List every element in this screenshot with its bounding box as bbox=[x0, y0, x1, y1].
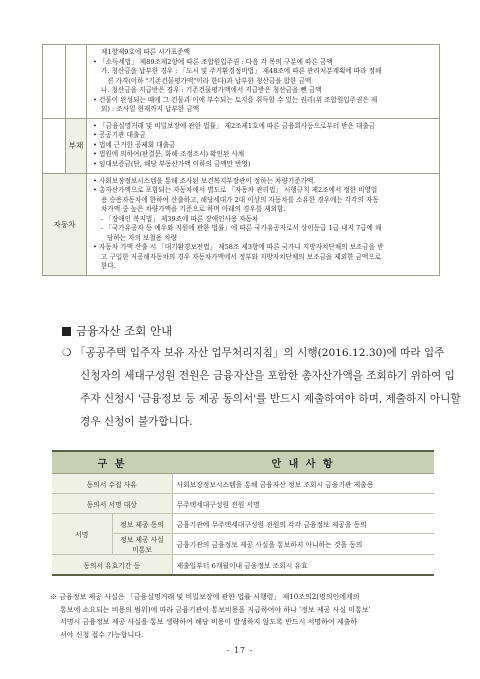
vehicle-label: 자동차 bbox=[43, 173, 87, 275]
page-number: - 17 - bbox=[226, 646, 254, 655]
square-bullet-icon bbox=[62, 327, 71, 336]
table-row: 동의서 서명 대상 무주택세대구성원 전원 서명 bbox=[52, 494, 434, 514]
vehicle-cell: • 사회보장정보시스템을 통해 조사된 보건복지부장관이 정하는 차량기준가액. • 총자산가액으로 포함되는 자동차에서 별도로 「자동차 관리법」 시행규칙 제2조에서 정한 비영업 용 승용자동차에 한하여 산출하고, 해당세대가 2대 이상의 자동차를 소유한 경우에는 각각의 자동 차가액 중 높은 차량가액을 기준으로 하며 아래의 경우를 제외함. - 「장애인 복지법」 제39조에 따른 장애인사용 자동차 - 「국가유공자 등 예우와 지원에 관한 법률」에 따른 국가유공자로서 상이등급 1급 내지 7급에 해 당하는 자의 보철용 차량 • 자동차 가액 산출 시 「대기환경보전법」 제58조 제3항에 따른 국가나 지방자치단체의 보조금을 받 고 구입한 저공해자동차의 경우 자동차가액에서 정부와 지방자치단체의 보조금을 제외한 금액으로 한다. bbox=[87, 173, 440, 275]
col-header-category: 구 분 bbox=[52, 451, 172, 474]
financial-asset-notice: ❍ 「공공주택 입주자 보유 자산 업무처리지침」의 시행(2016.12.30)에 따라 입주 신청자의 세대구성원 전원은 금융자산을 포함한 총자산가액을 조회하기 위하여 입 주자 신청시 '금융정보 등 제공 동의서'를 반드시 제출하여야 하며, 제출하지 아니할 경우 신청이 불가합니다. bbox=[62, 347, 461, 428]
table-row bbox=[43, 173, 440, 275]
circle-bullet-icon: ❍ bbox=[62, 347, 72, 359]
table-row: 동의서 수집 사유 사회보장정보시스템을 통해 금융자산 정보 조회시 금융기관 제출용 bbox=[52, 474, 434, 494]
table-row bbox=[43, 45, 440, 119]
table-row bbox=[43, 118, 440, 173]
table-row: 서명 정보 제공 동의 금융기관에 무주택세대구성원 전원의 각각 금융정보 제공을 동의 bbox=[52, 514, 434, 534]
signature-group-label: 서명 bbox=[52, 514, 112, 555]
table-row: 정보 제공 사실 미통보 금융기관의 금융정보 제공 사실을 통보하지 아니하는 것을 동의 bbox=[52, 534, 434, 555]
table-header-row bbox=[52, 451, 434, 474]
debt-label: 부채 bbox=[66, 118, 87, 173]
col-header-guide: 안 내 사 항 bbox=[172, 451, 434, 474]
consent-info-table bbox=[52, 450, 434, 576]
footnote: ※ 금융정보 제공 사실은 「금융실명거래 및 비밀보장에 관한 법률 시행령」 제10조의2(명의인에게의 통보에 소요되는 비용의 범위)에 따라 금융기관이 통보비용을 지급하여야 하나 '정보 제공 사실 미통보' 서명시 금융정보 제공 사실을 통보 생략하여 해당 비용이 발생하지 않도록 반드시 서명하여 제출하 셔야 신청 접수 가능합니다. bbox=[50, 593, 371, 639]
real-estate-valuation-cell: 제1항제9호에 따른 시가표준액 • 「소득세법」 제89조제2항에 따른 조합원입주권 : 다음 각 목의 구분에 따른 금액 가. 청산금을 납부한 경우 : 「도시 및 주거환경정비법」 제48조에 따른 관리처분계획에 따라 정해 진 가격(이하 "기존건물평가액"이라 한다)과 납부한 청산금을 합한 금액 나. 청산금을 지급받은 경우 : 기존건물평가액에서 지급받은 청산금을 뺀 금액 • 건물이 완성되는 때에 그 건물과 이에 부수되는 토지를 취득할 수 있는 권리(위 조합원입주권은 제 외) : 조사일 현재까지 납부한 금액 bbox=[87, 45, 440, 119]
debt-cell: • 「금융실명거래 및 비밀보장에 관한 법률」 제2조제1호에 따른 금융회사등으로부터 받은 대출금 • 공공기관 대출금 • 법에 근거한 공제회 대출금 • 법원에 의하여(판결문, 화해·조정조서) 확인된 사채 • 임대보증금(단, 해당 부동산가액 이하의 금액만 반영) bbox=[87, 118, 440, 173]
section-title: 금융자산 조회 안내 bbox=[62, 323, 172, 339]
table-row: 동의서 유효기간 등 제출일부터 6개월이내 금융정보 조회시 유효 bbox=[52, 555, 434, 576]
asset-criteria-table bbox=[42, 44, 440, 276]
